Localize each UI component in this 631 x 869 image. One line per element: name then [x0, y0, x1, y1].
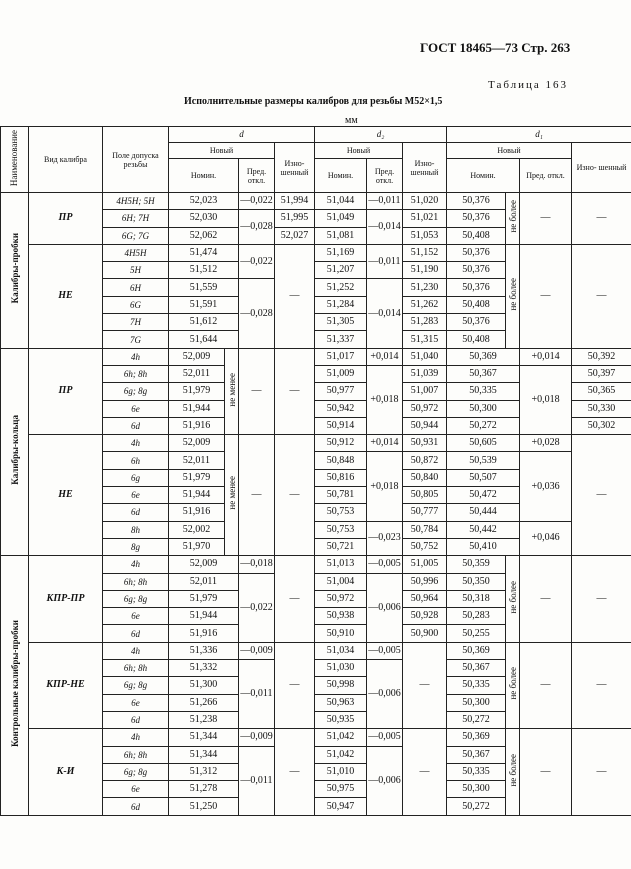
table-cell: 52,002 [169, 521, 225, 538]
table-cell: 51,644 [169, 331, 239, 348]
table-cell: 6h; 8h [103, 573, 169, 590]
table-cell: 52,009 [169, 556, 239, 573]
table-cell: 51,039 [403, 365, 447, 382]
table-cell: 50,376 [447, 244, 506, 261]
table-cell: 51,916 [169, 504, 225, 521]
table-cell: не более [506, 729, 520, 816]
table-cell: — [239, 348, 275, 434]
table-cell: 6g [103, 469, 169, 486]
table-cell: не более [506, 193, 520, 245]
table-cell: 50,272 [447, 798, 506, 816]
table-cell: 51,312 [169, 763, 239, 780]
table-cell: 50,365 [572, 383, 631, 400]
table-cell: 50,752 [403, 538, 447, 555]
table-cell: 50,392 [572, 348, 631, 365]
table-cell: 51,230 [403, 279, 447, 296]
gauge-type-cell: КПР-ПР [29, 556, 103, 642]
group-label: Калибры-пробки [1, 193, 29, 349]
table-cell: — [520, 729, 572, 816]
table-cell: 50,367 [447, 746, 506, 763]
table-cell: —0,023 [367, 521, 403, 556]
table-cell: 50,914 [315, 417, 367, 434]
table-cell: +0,046 [520, 521, 572, 556]
table-cell: 51,044 [315, 193, 367, 210]
table-cell: —0,022 [239, 573, 275, 642]
table-cell: 50,350 [447, 573, 506, 590]
table-cell: 51,009 [315, 365, 367, 382]
table-cell: —0,011 [367, 193, 403, 210]
table-title: Исполнительные размеры калибров для резьбы М52×1,5 [184, 96, 443, 107]
table-cell: 6d [103, 798, 169, 816]
table-cell: 50,300 [447, 400, 520, 417]
table-cell: 50,938 [315, 608, 367, 625]
table-cell: 50,605 [447, 435, 520, 452]
table-cell: не более [506, 244, 520, 348]
table-cell: — [520, 642, 572, 728]
table-cell: 6h; 8h [103, 365, 169, 382]
table-cell: 50,272 [447, 711, 506, 728]
table-cell: —0,011 [239, 660, 275, 729]
table-cell: 50,928 [403, 608, 447, 625]
table-cell: 50,376 [447, 210, 506, 227]
table-cell: 51,017 [315, 348, 367, 365]
table-cell: 4h [103, 556, 169, 573]
table-cell: —0,028 [239, 279, 275, 348]
table-cell: — [275, 435, 315, 556]
table-cell: —0,028 [239, 210, 275, 245]
table-cell: 50,376 [447, 193, 506, 210]
table-cell: 50,753 [315, 521, 367, 538]
table-cell: 50,376 [447, 279, 506, 296]
table-cell: 51,591 [169, 296, 239, 313]
table-cell: 51,283 [403, 314, 447, 331]
header-d-nom: Номин. [169, 159, 239, 193]
table-cell: 51,332 [169, 660, 239, 677]
table-cell: 51,944 [169, 608, 239, 625]
table-cell: 51,559 [169, 279, 239, 296]
table-cell: 50,255 [447, 625, 506, 642]
table-cell: 51,300 [169, 677, 239, 694]
table-cell: —0,009 [239, 729, 275, 746]
table-row [1, 193, 631, 210]
table-cell: 52,011 [169, 573, 239, 590]
table-cell: 50,318 [447, 590, 506, 607]
table-cell: 6d [103, 711, 169, 728]
table-cell: 52,009 [169, 348, 225, 365]
table-cell: не менее [225, 435, 239, 556]
table-cell: 50,721 [315, 538, 367, 555]
header-gauge-type: Вид калибра [29, 127, 103, 193]
table-cell: 50,397 [572, 365, 631, 382]
table-cell: 51,474 [169, 244, 239, 261]
table-cell: 51,970 [169, 538, 225, 555]
table-cell: 51,010 [315, 763, 367, 780]
table-cell: 50,335 [447, 383, 520, 400]
table-row [1, 642, 631, 659]
table-cell: 50,410 [447, 538, 520, 555]
table-cell: 52,062 [169, 227, 239, 244]
table-cell: 50,753 [315, 504, 367, 521]
table-cell: 52,009 [169, 435, 225, 452]
table-cell: 51,030 [315, 660, 367, 677]
table-cell: — [520, 244, 572, 348]
table-cell: — [572, 244, 631, 348]
table-cell: 50,910 [315, 625, 367, 642]
table-cell: —0,018 [239, 556, 275, 573]
table-cell: 50,444 [447, 504, 520, 521]
table-cell: 50,975 [315, 781, 367, 798]
gauge-type-cell: НЕ [29, 435, 103, 556]
table-cell: 50,942 [315, 400, 367, 417]
table-cell: 52,023 [169, 193, 239, 210]
table-cell: 50,300 [447, 781, 506, 798]
table-cell: 50,272 [447, 417, 520, 434]
table-cell: 50,777 [403, 504, 447, 521]
table-cell: — [572, 729, 631, 816]
table-cell: 51,305 [315, 314, 367, 331]
page-header: ГОСТ 18465—73 Стр. 263 [420, 40, 571, 55]
table-cell: 51,005 [403, 556, 447, 573]
table-cell: не более [506, 556, 520, 642]
table-cell: 51,040 [403, 348, 447, 365]
table-cell: 50,816 [315, 469, 367, 486]
table-cell: 51,979 [169, 383, 225, 400]
table-cell: 6H [103, 279, 169, 296]
table-cell: — [403, 642, 447, 728]
table-cell: —0,005 [367, 642, 403, 659]
table-cell: — [520, 193, 572, 245]
table-cell: — [520, 556, 572, 642]
gauge-type-cell: ПР [29, 348, 103, 434]
table-cell: 51,042 [315, 729, 367, 746]
table-cell: 50,302 [572, 417, 631, 434]
table-cell: 51,262 [403, 296, 447, 313]
table-cell: 51,994 [275, 193, 315, 210]
table-cell: 50,359 [447, 556, 506, 573]
table-cell: —0,005 [367, 729, 403, 746]
table-cell: 50,848 [315, 452, 367, 469]
table-cell: — [572, 435, 631, 556]
table-row [1, 556, 631, 573]
table-cell: 51,021 [403, 210, 447, 227]
table-cell: +0,028 [520, 435, 572, 452]
header-d2-new: Новый [315, 143, 403, 159]
table-cell: +0,018 [367, 452, 403, 521]
table-cell: 6g; 8g [103, 590, 169, 607]
table-cell: 6d [103, 417, 169, 434]
table-cell: 50,964 [403, 590, 447, 607]
table-cell: —0,011 [239, 746, 275, 816]
header-d2-nom: Номин. [315, 159, 367, 193]
table-cell: 50,335 [447, 677, 506, 694]
table-cell: 50,335 [447, 763, 506, 780]
table-cell: 50,408 [447, 296, 506, 313]
table-cell: — [275, 244, 315, 348]
table-cell: 6G; 7G [103, 227, 169, 244]
table-cell: 51,979 [169, 469, 225, 486]
table-cell: 50,408 [447, 227, 506, 244]
table-cell: 6h; 8h [103, 660, 169, 677]
table-cell: 51,007 [403, 383, 447, 400]
table-cell: 50,805 [403, 487, 447, 504]
table-cell: 50,972 [403, 400, 447, 417]
table-cell: 50,507 [447, 469, 520, 486]
table-cell: 52,027 [275, 227, 315, 244]
table-cell: +0,018 [367, 365, 403, 434]
table-cell: — [572, 556, 631, 642]
table-cell: 50,367 [447, 365, 520, 382]
table-cell: —0,022 [239, 193, 275, 210]
table-cell: — [275, 729, 315, 816]
table-cell: — [239, 435, 275, 556]
table-cell: 51,278 [169, 781, 239, 798]
table-cell: 50,408 [447, 331, 506, 348]
table-cell: — [275, 348, 315, 434]
table-cell: 50,442 [447, 521, 520, 538]
table-cell: 51,238 [169, 711, 239, 728]
table-cell: 51,916 [169, 625, 239, 642]
header-name: Наименование [1, 127, 29, 193]
table-cell: 8h [103, 521, 169, 538]
table-cell: 50,872 [403, 452, 447, 469]
table-cell: 51,512 [169, 262, 239, 279]
table-cell: 6e [103, 487, 169, 504]
table-cell: 51,169 [315, 244, 367, 261]
table-cell: 6H; 7H [103, 210, 169, 227]
header-d-worn: Изно- шенный [275, 143, 315, 193]
header-d1-dev: Пред. откл. [520, 159, 572, 193]
table-cell: 50,539 [447, 452, 520, 469]
table-cell: 51,020 [403, 193, 447, 210]
table-cell: 51,207 [315, 262, 367, 279]
table-cell: —0,006 [367, 746, 403, 816]
table-cell: 50,330 [572, 400, 631, 417]
table-cell: 50,376 [447, 262, 506, 279]
table-cell: 6g; 8g [103, 763, 169, 780]
gauge-type-cell: КПР-НЕ [29, 642, 103, 728]
table-cell: 51,944 [169, 400, 225, 417]
table-cell: +0,018 [520, 365, 572, 434]
header-d2-dev: Пред. откл. [367, 159, 403, 193]
header-d1-nom: Номин. [447, 159, 520, 193]
table-cell: 51,612 [169, 314, 239, 331]
table-cell: 51,336 [169, 642, 239, 659]
table-cell: 50,369 [447, 348, 520, 365]
table-cell: 50,947 [315, 798, 367, 816]
table-cell: 51,944 [169, 487, 225, 504]
table-cell: — [275, 556, 315, 642]
table-cell: +0,014 [367, 435, 403, 452]
table-cell: 6e [103, 694, 169, 711]
table-cell: 6e [103, 608, 169, 625]
table-cell: 8g [103, 538, 169, 555]
header-d1-worn: Изно- шенный [572, 143, 631, 193]
table-cell: 51,250 [169, 798, 239, 816]
table-cell: 50,781 [315, 487, 367, 504]
group-label: Контрольные калибры-пробки [1, 556, 29, 816]
table-cell: 50,935 [315, 711, 367, 728]
table-cell: 51,013 [315, 556, 367, 573]
table-cell: 50,977 [315, 383, 367, 400]
gauge-type-cell: НЕ [29, 244, 103, 348]
gauge-type-cell: ПР [29, 193, 103, 245]
table-cell: 52,011 [169, 452, 225, 469]
table-cell: 51,284 [315, 296, 367, 313]
table-cell: 51,995 [275, 210, 315, 227]
header-d-dev: Пред. откл. [239, 159, 275, 193]
table-cell: — [572, 193, 631, 245]
table-cell: 51,042 [315, 746, 367, 763]
table-cell: — [275, 642, 315, 728]
table-cell: 50,367 [447, 660, 506, 677]
table-cell: —0,014 [367, 279, 403, 348]
table-cell: 4h [103, 729, 169, 746]
table-cell: 6G [103, 296, 169, 313]
table-cell: 51,344 [169, 746, 239, 763]
gauge-type-cell: К-И [29, 729, 103, 816]
table-cell: 50,972 [315, 590, 367, 607]
table-cell: 6e [103, 781, 169, 798]
table-cell: 6e [103, 400, 169, 417]
table-cell: 7H [103, 314, 169, 331]
table-cell: 51,053 [403, 227, 447, 244]
table-cell: 50,300 [447, 694, 506, 711]
table-cell: не менее [225, 348, 239, 434]
table-cell: 6g; 8g [103, 677, 169, 694]
table-row [1, 348, 631, 365]
table-cell: 50,376 [447, 314, 506, 331]
table-cell: 50,784 [403, 521, 447, 538]
table-cell: 51,979 [169, 590, 239, 607]
table-cell: 50,840 [403, 469, 447, 486]
table-cell: 51,916 [169, 417, 225, 434]
table-cell: не более [506, 642, 520, 728]
header-d: d [169, 127, 315, 143]
header-d1: d₁ [447, 127, 631, 143]
table-cell: 52,011 [169, 365, 225, 382]
table-cell: +0,014 [367, 348, 403, 365]
table-cell: —0,005 [367, 556, 403, 573]
table-cell: 5H [103, 262, 169, 279]
table-cell: 4h [103, 435, 169, 452]
table-cell: 50,369 [447, 642, 506, 659]
table-caption: Таблица 163 [488, 79, 569, 91]
table-cell: —0,014 [367, 210, 403, 245]
table-cell: —0,011 [367, 244, 403, 279]
table-cell: 51,081 [315, 227, 367, 244]
table-cell: 50,944 [403, 417, 447, 434]
table-cell: 4H5H; 5H [103, 193, 169, 210]
table-cell: 51,049 [315, 210, 367, 227]
table-cell: 51,266 [169, 694, 239, 711]
table-row [1, 435, 631, 452]
table-cell: 51,344 [169, 729, 239, 746]
table-cell: 6d [103, 504, 169, 521]
table-cell: 50,912 [315, 435, 367, 452]
table-cell: 6d [103, 625, 169, 642]
group-label: Калибры-кольца [1, 348, 29, 556]
units-label: мм [345, 115, 358, 126]
header-d1-new: Новый [447, 143, 572, 159]
table-cell: 4H5H [103, 244, 169, 261]
table-cell: 6g; 8g [103, 383, 169, 400]
table-cell: 51,034 [315, 642, 367, 659]
table-cell: 50,963 [315, 694, 367, 711]
table-cell: —0,022 [239, 244, 275, 279]
table-cell: +0,014 [520, 348, 572, 365]
header-d2: d₂ [315, 127, 447, 143]
table-cell: 50,931 [403, 435, 447, 452]
table-cell: 50,283 [447, 608, 506, 625]
table-cell: — [403, 729, 447, 816]
table-cell: 50,996 [403, 573, 447, 590]
table-cell: —0,006 [367, 573, 403, 642]
header-tolerance: Поле допуска резьбы [103, 127, 169, 193]
table-cell: 4h [103, 348, 169, 365]
table-row [1, 729, 631, 746]
table-cell: 4h [103, 642, 169, 659]
table-cell: 6h; 8h [103, 746, 169, 763]
header-d2-worn: Изно- шенный [403, 143, 447, 193]
table-cell: 50,900 [403, 625, 447, 642]
table-cell: 51,152 [403, 244, 447, 261]
table-cell: 50,369 [447, 729, 506, 746]
table-cell: —0,009 [239, 642, 275, 659]
table-cell: 50,998 [315, 677, 367, 694]
table-cell: 51,252 [315, 279, 367, 296]
table-cell: 52,030 [169, 210, 239, 227]
table-cell: 6h [103, 452, 169, 469]
table-cell: 51,315 [403, 331, 447, 348]
table-cell: — [572, 642, 631, 728]
table-cell: +0,036 [520, 452, 572, 521]
table-cell: 51,337 [315, 331, 367, 348]
dimensions-table [0, 126, 631, 816]
table-cell: 51,004 [315, 573, 367, 590]
header-d-new: Новый [169, 143, 275, 159]
table-cell: 50,472 [447, 487, 520, 504]
table-cell: 51,190 [403, 262, 447, 279]
table-cell: 7G [103, 331, 169, 348]
table-row [1, 244, 631, 261]
table-cell: —0,006 [367, 660, 403, 729]
